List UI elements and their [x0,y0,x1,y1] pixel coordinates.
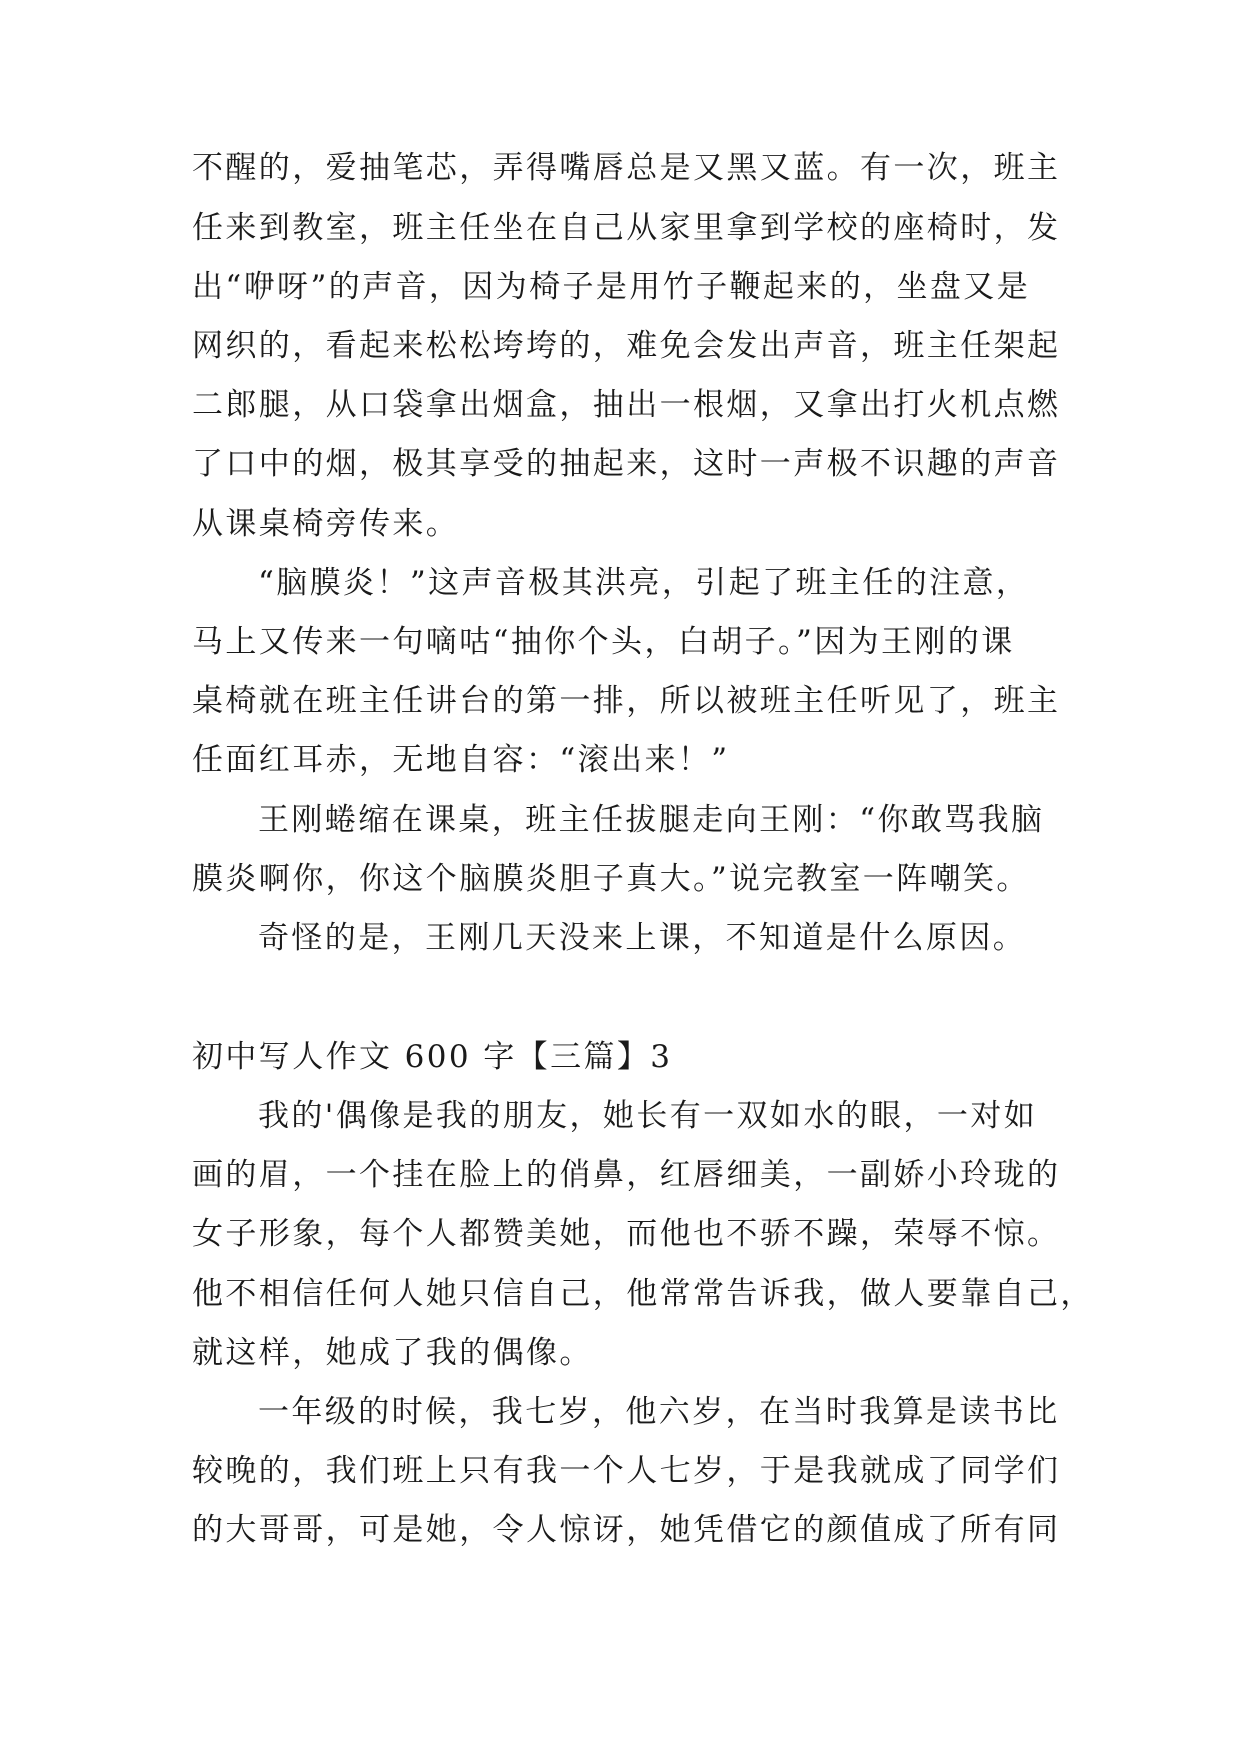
paragraph-line: 一年级的时候，我七岁，他六岁，在当时我算是读书比 [258,1394,1060,1430]
paragraph-line: 出“咿呀”的声音，因为椅子是用竹子鞭起来的，坐盘又是 [192,269,1031,305]
paragraph-line: 不醒的，爱抽笔芯，弄得嘴唇总是又黑又蓝。有一次，班主 [192,150,1061,186]
paragraph-line: 女子形象，每个人都赞美她，而他也不骄不躁，荣辱不惊。 [192,1216,1061,1252]
paragraph-line: 就这样，她成了我的偶像。 [192,1335,593,1371]
paragraph-line: 桌椅就在班主任讲台的第一排，所以被班主任听见了，班主 [192,683,1061,719]
paragraph-line: 较晚的，我们班上只有我一个人七岁，于是我就成了同学们 [192,1453,1061,1489]
paragraph-line: 王刚蜷缩在课桌，班主任拔腿走向王刚：“你敢骂我脑 [258,802,1045,838]
paragraph-line: 我的'偶像是我的朋友，她长有一双如水的眼，一对如 [258,1098,1038,1134]
paragraph-line: 二郎腿，从口袋拿出烟盒，抽出一根烟，又拿出打火机点燃 [192,387,1061,423]
paragraph-line: 任面红耳赤，无地自容：“滚出来！” [192,742,730,778]
paragraph-line: 奇怪的是，王刚几天没来上课，不知道是什么原因。 [258,920,1027,956]
paragraph-line: 的大哥哥，可是她，令人惊讶，她凭借它的颜值成了所有同 [192,1512,1061,1548]
paragraph-line: 任来到教室，班主任坐在自己从家里拿到学校的座椅时，发 [192,210,1061,246]
section-heading: 初中写人作文 600 字【三篇】3 [192,1039,673,1075]
paragraph-line: 网织的，看起来松松垮垮的，难免会发出声音，班主任架起 [192,328,1061,364]
paragraph-line: 了口中的烟，极其享受的抽起来，这时一声极不识趣的声音 [192,446,1061,482]
paragraph-line: “脑膜炎！”这声音极其洪亮，引起了班主任的注意， [258,565,1030,601]
paragraph-line: 马上又传来一句嘀咕“抽你个头，白胡子。”因为王刚的课 [192,624,1015,660]
paragraph-line: 膜炎啊你，你这个脑膜炎胆子真大。”说完教室一阵嘲笑。 [192,861,1030,897]
paragraph-line: 他不相信任何人她只信自己，他常常告诉我，做人要靠自己， [192,1276,1094,1312]
paragraph-line: 画的眉，一个挂在脸上的俏鼻，红唇细美，一副娇小玲珑的 [192,1157,1061,1193]
paragraph-line: 从课桌椅旁传来。 [192,506,460,542]
